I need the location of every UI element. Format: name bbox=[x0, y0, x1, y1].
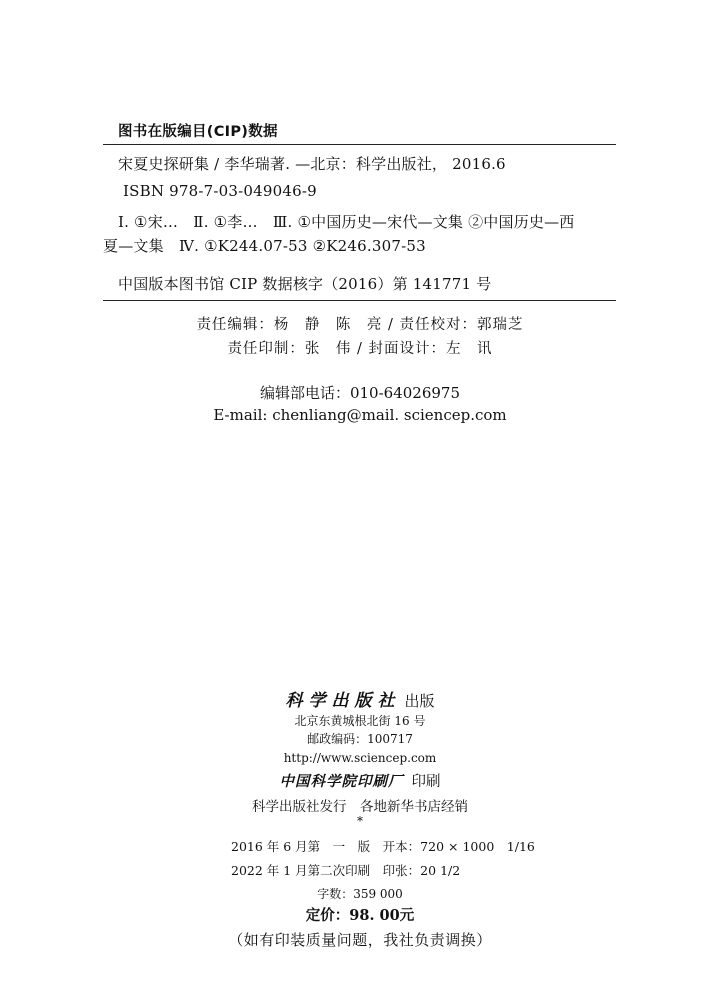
printer-suffix: 印刷 bbox=[411, 774, 441, 790]
printing-line: 2022 年 1 月第二次印刷 印张：20 1/2 bbox=[231, 863, 461, 878]
cip-isbn-line: ISBN 978-7-03-049046-9 bbox=[123, 182, 317, 200]
cip-top-rule bbox=[103, 144, 616, 145]
price: 定价：98. 00元 bbox=[305, 907, 415, 924]
edition-line: 2016 年 6 月第 一 版 开本：720 × 1000 1/16 bbox=[231, 839, 535, 854]
printer-line bbox=[0, 770, 720, 791]
editorial-email[interactable]: E-mail: chenliang@mail. sciencep.com bbox=[213, 406, 507, 424]
publisher-suffix: 出版 bbox=[404, 692, 435, 710]
publisher-line bbox=[0, 686, 720, 711]
distribution-line: 科学出版社发行 各地新华书店经销 bbox=[252, 799, 468, 815]
word-count: 字数：359 000 bbox=[317, 887, 403, 901]
publisher-address: 北京东黄城根北街 16 号 bbox=[294, 714, 426, 728]
publisher-url[interactable]: http://www.sciencep.com bbox=[283, 751, 437, 765]
printer-logo: 中国科学院印刷厂 bbox=[279, 773, 404, 790]
publisher-postcode: 邮政编码：100717 bbox=[307, 732, 413, 746]
cip-heading: 图书在版编目(CIP)数据 bbox=[118, 124, 278, 140]
publisher-logo: 科学出版社 bbox=[285, 691, 401, 711]
editorial-phone: 编辑部电话：010-64026975 bbox=[259, 384, 461, 402]
responsible-printing-cover: 责任印制：张 伟 / 封面设计：左 讯 bbox=[227, 341, 493, 357]
responsible-editors: 责任编辑：杨 静 陈 亮 / 责任校对：郭瑞芝 bbox=[196, 317, 524, 333]
cip-title-line: 宋夏史探研集 / 李华瑞著. —北京：科学出版社， 2016.6 bbox=[118, 155, 506, 173]
cip-data-number: 中国版本图书馆 CIP 数据核字（2016）第 141771 号 bbox=[118, 275, 492, 293]
cip-subject-line-2: 夏—文集 Ⅳ. ①K244.07-53 ②K246.307-53 bbox=[103, 237, 426, 255]
separator-asterisk: * bbox=[357, 814, 363, 828]
cip-bottom-rule bbox=[103, 300, 616, 301]
quality-notice: （如有印装质量问题，我社负责调换） bbox=[228, 931, 492, 949]
cip-subject-line-1: Ⅰ. ①宋… Ⅱ. ①李… Ⅲ. ①中国历史—宋代—文集 ②中国历史—西 bbox=[118, 213, 575, 231]
